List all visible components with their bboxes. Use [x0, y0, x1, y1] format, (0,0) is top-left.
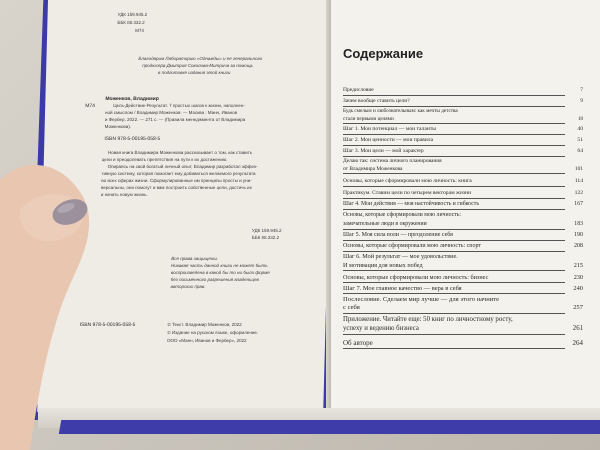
toc-leader-line [343, 123, 565, 124]
catalog-code-top: М74 [135, 28, 145, 33]
toc-entry-text: с себя [343, 304, 360, 311]
right-page [331, 0, 600, 412]
annotation-line: и начать новую жизнь. [100, 192, 148, 197]
toc-entry-text: Шаг 1. Мои потенциал — мои таланты [343, 126, 437, 132]
toc-leader-line [343, 251, 565, 252]
toc-entry-text: от Владимира Моженкова [343, 166, 403, 172]
toc-entry-text: Основы, которые сформировали мою личность: [343, 212, 461, 218]
toc-page-number: 51 [577, 137, 583, 143]
toc-page-number: 167 [574, 201, 583, 207]
udk-top: УДК 159.945.2 [117, 12, 148, 17]
toc-entry-text: Предисловие [343, 87, 374, 93]
toc-page-number: 7 [580, 87, 583, 93]
toc-leader-line [343, 240, 565, 241]
toc-entry-text: Основы, которые сформировали мою личность: спорт [343, 243, 482, 249]
toc-entry-text: Об авторе [343, 339, 373, 347]
toc-leader-line [343, 282, 565, 283]
toc-leader-line [343, 186, 565, 187]
toc-page-number: 215 [573, 262, 583, 269]
toc-leader-line [343, 198, 565, 199]
toc-page-number: 64 [577, 148, 583, 154]
toc-page-number: 257 [573, 304, 583, 311]
bib-line: ной смыслом / Владимир Моженков. — Москва : Манн, Иванов [104, 110, 238, 115]
annotation-line: цели и преодолевать препятствия на пути к их достижению. [101, 157, 228, 162]
toc-page-number: 9 [580, 98, 583, 104]
toc-entry-text: Делаю так: система личного планирования [343, 158, 442, 164]
toc-leader-line [343, 229, 565, 230]
toc-entry-text: Основы, которые сформировали мою личность: книга [343, 178, 472, 184]
toc-leader-line [343, 156, 565, 157]
toc-leader-line [343, 334, 565, 335]
bib-line: Цель-Действие-Результат. 7 простых шагов к жизни, наполнен- [113, 103, 245, 108]
copyright-line: ООО «Манн, Иванов и Фербер», 2022 [167, 338, 247, 343]
toc-entry-text: стали первыми целями [343, 116, 394, 122]
toc-entry-text: Шаг 7. Мое главное качество — вера в себя [343, 285, 462, 292]
toc-entry-text: Шаг 4. Мои действия — моя настойчивость и гибкость [343, 201, 479, 207]
toc-page-number: 101 [574, 166, 583, 172]
rights-line: Все права защищены. [171, 256, 219, 261]
toc-leader-line [343, 209, 565, 210]
contents-title: Содержание [343, 46, 424, 61]
toc-entry-text: Основы, которые сформировали мою личность: бизнес [343, 274, 489, 281]
annotation-line: версальны, они помогут и вам построить собственные цели, достичь их [101, 185, 252, 190]
udk-bottom: УДК 159.945.2 [251, 228, 282, 233]
rights-line: без письменного разрешения владельцев [170, 277, 259, 282]
toc-leader-line [343, 173, 565, 174]
toc-page-number: 183 [574, 221, 583, 227]
toc-leader-line [343, 134, 565, 135]
thanks-line: Благодарим Лабораторию «Однажды» и ее генерального [138, 56, 263, 61]
toc-leader-line [343, 270, 565, 271]
toc-leader-line [343, 313, 565, 314]
isbn-bottom: ISBN 978-5-00195-058-5 [79, 322, 136, 328]
toc-entry-text: успеху и ведению бизнеса [343, 325, 419, 332]
rights-line: Никакая часть данной книги не может быть [170, 263, 268, 268]
toc-entry-text: И мотивация для новых побед [343, 262, 423, 269]
toc-entry-text: Будь смелым и любознательным: как мечты детства [343, 108, 458, 114]
toc-page-number: 18 [577, 116, 583, 122]
toc-page-number: 190 [574, 232, 583, 238]
toc-entry-text: Шаг 6. Мой результат — мое удовольствие. [343, 253, 458, 260]
toc-entry-text: Приложение. Читайте еще: 50 книг по личностному росту, [343, 316, 513, 323]
annotation-line: тивную систему, которая помогает ему добиваться желаемого результата [101, 171, 256, 176]
catalog-code: М74 [85, 103, 96, 109]
toc-page-number: 208 [574, 243, 583, 249]
toc-entry-text: Шаг 3. Мои цели — мой характер [343, 148, 424, 154]
annotation-line: Новая книга Владимира Моженкова рассказывает о том, как ставить [107, 150, 253, 155]
isbn-catalog: ISBN 978-5-00195-058-5 [104, 136, 161, 142]
toc-page-number: 122 [574, 190, 583, 196]
toc-entry-text: замечательные люди в окружении [343, 221, 427, 227]
copyright-line: © Издание на русском языке, оформление. [167, 330, 259, 335]
bib-line: Моженкова). [104, 124, 132, 129]
toc-page-number: 40 [577, 126, 583, 132]
toc-page-number: 264 [572, 339, 583, 347]
toc-leader-line [343, 145, 565, 146]
hand [0, 150, 140, 450]
thanks-line: в подготовке издания этой книги [158, 70, 231, 75]
rights-line: воспроизведена в какой бы то ни было форме [170, 270, 270, 275]
bbk-top: ББК 88.332.2 [117, 20, 145, 25]
toc-leader-line [343, 95, 565, 96]
annotation-line: во всех сферах жизни. Сформулированные им принципы просты и уни- [101, 178, 252, 183]
thanks-line: продюсера Дмитрия Соколова-Митрича за помощь [142, 63, 254, 68]
toc-entry-text: Шаг 2. Мои ценности — мои правила [343, 137, 434, 143]
bib-line: и Фербер, 2022. — 271 с. — (Правила менеджмента от Владимира [104, 117, 246, 122]
copyright-line: © Текст. Владимир Моженков, 2022 [167, 322, 242, 327]
annotation-line: Опираясь на свой богатый личный опыт, Владимир разработал эффек- [107, 164, 258, 169]
toc-leader-line [343, 348, 565, 349]
toc-page-number: 114 [574, 178, 583, 184]
toc-leader-line [343, 293, 565, 294]
toc-page-number: 230 [573, 274, 583, 281]
toc-leader-line [343, 106, 565, 107]
toc-page-number: 240 [573, 285, 583, 292]
author-name: Моженков, Владимир [105, 96, 159, 102]
bbk-bottom: ББК 88.332.2 [251, 235, 280, 240]
toc-entry-text: Практикум. Ставим цели по четырем векторам жизни [343, 190, 472, 196]
toc-entry-text: Послесловие. Сделаем мир лучше — для этого начните [343, 296, 500, 303]
toc-page-number: 261 [572, 325, 583, 332]
rights-line: авторских прав. [170, 284, 206, 289]
toc-entry-text: Шаг 5. Моя сила воли — преодоление себя [343, 232, 453, 238]
toc-entry-text: Зачем вообще ставить цели? [343, 98, 410, 104]
